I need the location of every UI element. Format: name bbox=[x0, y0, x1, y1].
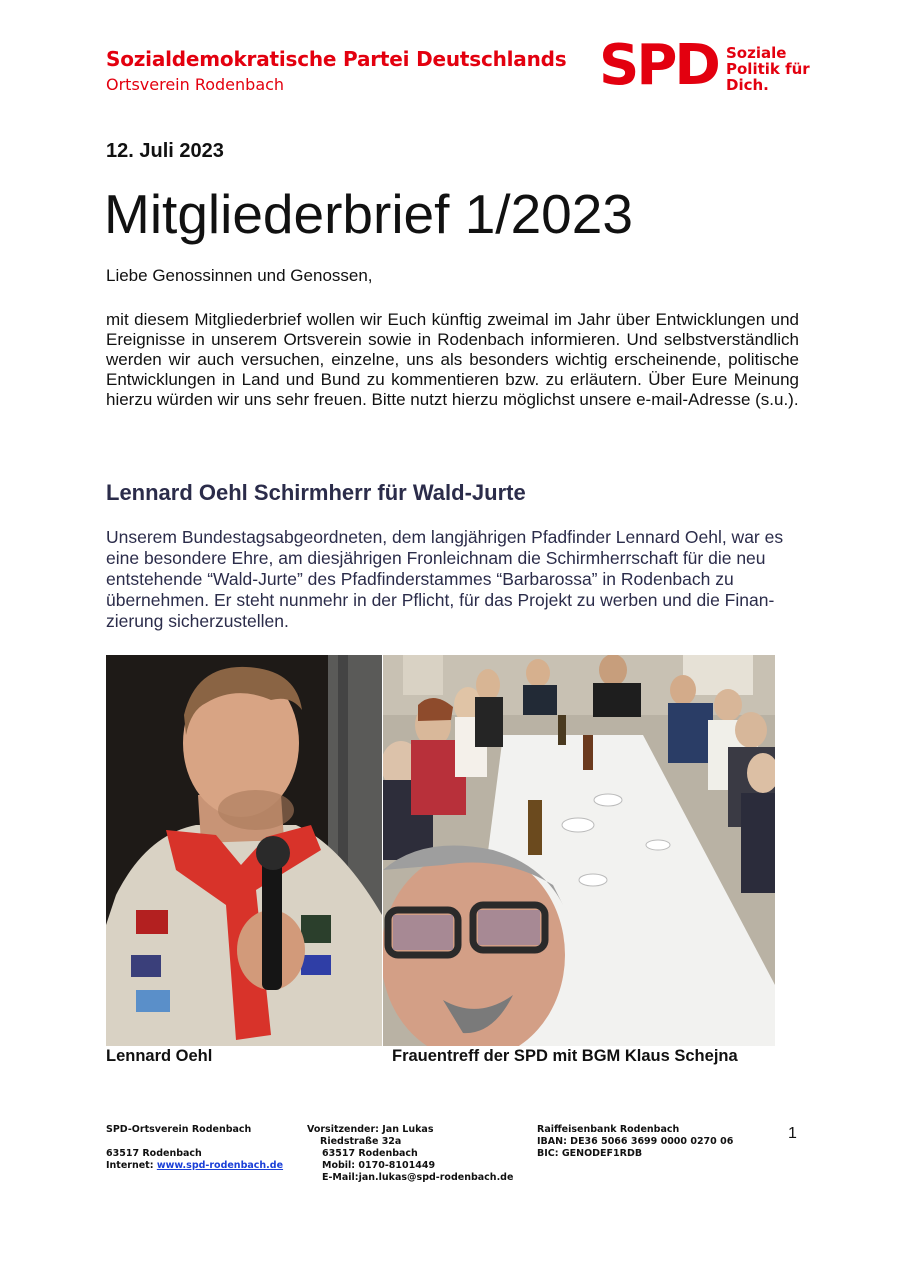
slogan-line-2: Politik für bbox=[726, 60, 810, 78]
photo-lennard-oehl bbox=[106, 655, 382, 1046]
logo-slogan bbox=[726, 45, 810, 93]
spd-logo: SPD bbox=[599, 33, 718, 98]
page-number: 1 bbox=[788, 1125, 797, 1142]
section-heading: Lennard Oehl Schirmherr für Wald-Jurte bbox=[106, 480, 526, 505]
footer-chair-email: E-Mail:jan.lukas@spd-rodenbach.de bbox=[322, 1172, 514, 1183]
footer-internet-label: Internet: bbox=[106, 1160, 157, 1171]
footer-org-city: 63517 Rodenbach bbox=[106, 1148, 202, 1159]
photo-frauentreff bbox=[383, 655, 775, 1046]
footer-bank-iban: IBAN: DE36 5066 3699 0000 0270 06 bbox=[537, 1136, 734, 1147]
slogan-line-3: Dich. bbox=[726, 76, 769, 94]
footer-org-name: SPD-Ortsverein Rodenbach bbox=[106, 1124, 252, 1135]
ortsverein-name: Ortsverein Rodenbach bbox=[106, 75, 285, 94]
letter-date: 12. Juli 2023 bbox=[106, 140, 224, 162]
footer-col-chair bbox=[307, 1124, 513, 1184]
intro-paragraph: mit diesem Mitgliederbrief wollen wir Euch künftig zweimal im Jahr über Entwicklungen und Ereignisse in unserem Ortsverein sowie in Rodenbach informieren. Und selbstverständlich werden wir auch versuchen, einzelne, uns als besonders wichtig erscheinende, politische Entwicklungen in Land und Bund zu kommentieren bzw. zu erläutern. Über Eure Meinung hierzu würden wir uns sehr freuen. Bitte nutzt hierzu möglichst unsere e-mail-Adresse (s.u.). bbox=[106, 310, 799, 409]
footer-chair-street: Riedstraße 32a bbox=[320, 1136, 402, 1147]
photo-caption-right: Frauentreff der SPD mit BGM Klaus Schejna bbox=[392, 1047, 738, 1065]
page-title: Mitgliederbrief 1/2023 bbox=[104, 183, 633, 245]
photo-caption-left: Lennard Oehl bbox=[106, 1047, 213, 1065]
greeting: Liebe Genossinnen und Genossen, bbox=[106, 266, 373, 285]
footer-col-ortsverein bbox=[106, 1124, 283, 1172]
footer-internet bbox=[106, 1160, 283, 1172]
website-link[interactable]: www.spd-rodenbach.de bbox=[156, 1160, 284, 1171]
slogan-line-1: Soziale bbox=[726, 44, 787, 62]
section-paragraph: Unserem Bundestagsabgeordneten, dem langjährigen Pfadfinder Lennard Oehl, war es eine besondere Ehre, am diesjährigen Fronleichnam die Schirmherrschaft für die neu entstehende “Wald-Jurte” des Pfadfinderstammes “Barbarossa” in Rodenbach zu übernehmen. Er steht nunmehr in der Pflicht, für das Projekt zu werben und die Finan-zierung sicherzustellen. bbox=[106, 527, 784, 631]
footer-chair-name: Vorsitzender: Jan Lukas bbox=[307, 1124, 434, 1135]
footer-col-bank bbox=[537, 1124, 733, 1160]
footer-bank-bic: BIC: GENODEF1RDB bbox=[537, 1148, 643, 1159]
footer-chair-mobile: Mobil: 0170-8101449 bbox=[322, 1160, 436, 1171]
footer-chair-city: 63517 Rodenbach bbox=[322, 1148, 418, 1159]
footer-bank-name: Raiffeisenbank Rodenbach bbox=[537, 1124, 680, 1135]
party-name: Sozialdemokratische Partei Deutschlands bbox=[106, 47, 567, 71]
